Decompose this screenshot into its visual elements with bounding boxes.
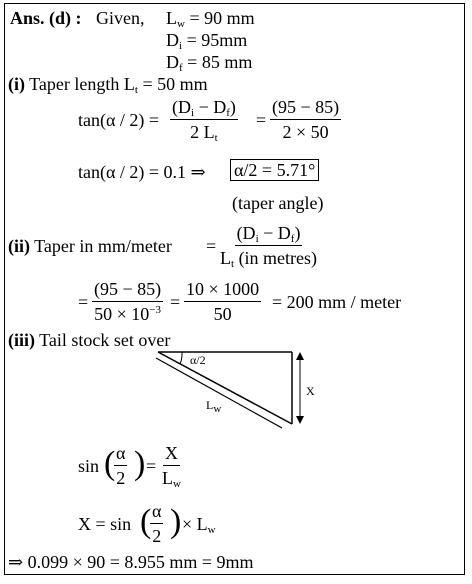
given-lw: $L_w = 90$ mm: [166, 8, 255, 30]
fraction-alpha-over-2: $\frac{\alpha}{2}$: [152, 501, 162, 546]
left-paren: (: [140, 503, 152, 540]
taper-angle-note: (taper angle): [232, 193, 324, 213]
given-df: $D_f = 85$ mm: [166, 52, 253, 74]
x-equation-lhs: X = sin: [78, 514, 132, 534]
equals-sign: =: [170, 292, 181, 312]
equals-sign: =: [206, 236, 217, 256]
tan-equation-lhs: tan(α / 2) =: [78, 110, 160, 130]
arrowhead-up: [296, 352, 304, 360]
fraction-alpha-over-2: $\frac{\alpha}{2}$: [116, 443, 126, 488]
taper-result: = 200 mm / meter: [272, 292, 402, 312]
fraction-95-85-over-2x50: $\frac{(95 - 85)}{2 \times 50}$: [272, 97, 340, 142]
tan-result-lhs: tan(α / 2) = 0.1 ⇒: [78, 162, 206, 182]
equals-sign: =: [256, 110, 267, 130]
equals-sign: =: [146, 456, 157, 476]
side-label-x: X: [306, 384, 315, 398]
right-paren: ): [134, 445, 146, 482]
fraction-10000-over-50: $\frac{10 \times 1000}{50}$: [186, 279, 260, 324]
arrowhead-down: [296, 416, 304, 424]
part-iii-heading: (iii) Tail stock set over: [8, 330, 171, 350]
hypotenuse-label: $L_w$: [206, 398, 222, 415]
equals-sign: =: [78, 292, 89, 312]
given-di: $D_i = 95mm$: [166, 30, 248, 52]
right-paren: ): [170, 503, 182, 540]
answer-label: Ans. (d) :: [10, 8, 82, 28]
triangle-hypotenuse: [158, 352, 292, 424]
fraction-di-df-over-2lt: $\frac{(D_i - D_f)}{2 L_t}$: [172, 97, 236, 144]
boxed-result: α/2 = 5.71°: [230, 160, 319, 180]
given-label: Given,: [96, 8, 145, 28]
fraction-10-over-50e-3: $\frac{(95 - 85)}{50 \times 10^{-3}}$: [94, 279, 162, 324]
part-i-heading: (i) Taper length $L_t = 50$ mm: [8, 74, 208, 96]
sin-label: sin: [78, 456, 100, 476]
fraction-x-over-lw: $\frac{X}{L_w}$: [162, 443, 181, 490]
angle-arc: [180, 352, 182, 364]
angle-label: α/2: [190, 353, 206, 367]
part-ii-heading: (ii) Taper in mm/meter: [8, 236, 172, 256]
final-result: ⇒ 0.099 × 90 = 8.955 mm = 9mm: [8, 552, 254, 572]
left-paren: (: [104, 445, 116, 482]
times-lw: × $L_w$: [182, 514, 216, 536]
offset-line: [156, 358, 282, 428]
fraction-taper-formula: $(D_i - D_f)$ $L_t$ (in metres): [220, 223, 318, 270]
